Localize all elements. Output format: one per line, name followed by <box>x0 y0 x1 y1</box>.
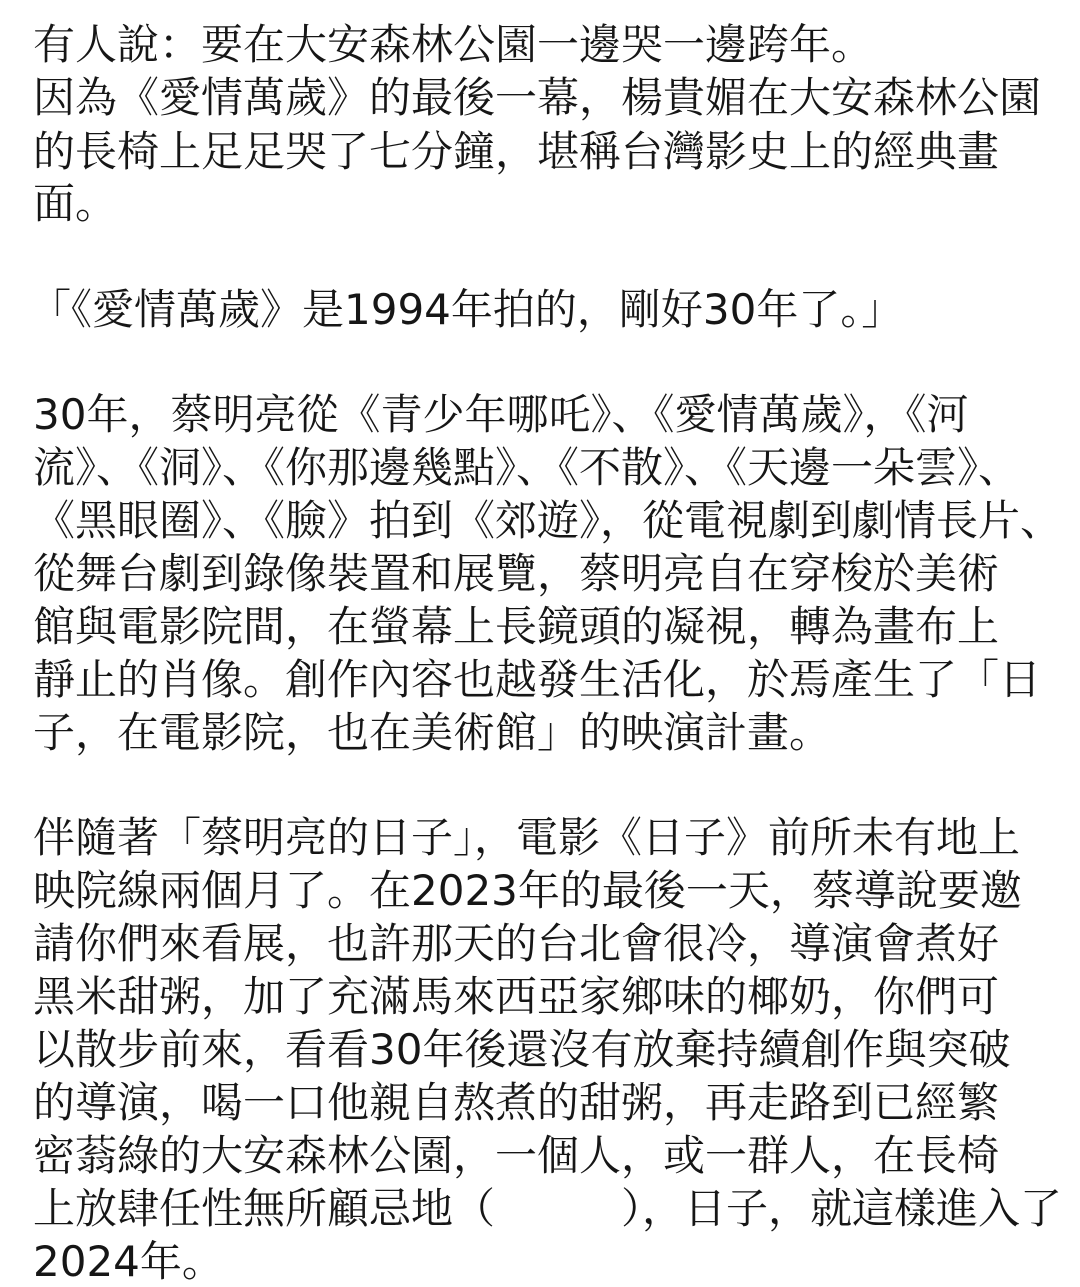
text-line: 密蓊綠的大安森林公園，一個人，或一群人，在長椅 <box>33 1131 1000 1180</box>
text-line: 從舞台劇到錄像裝置和展覽，蔡明亮自在穿梭於美術 <box>33 549 1000 598</box>
text-line: 面。 <box>33 179 118 228</box>
text-line: 映院線兩個月了。在2023年的最後一天，蔡導說要邀 <box>33 866 1022 915</box>
cut-off-header <box>150 0 282 6</box>
text-line: 《黑眼圈》、《臉》拍到《郊遊》，從電視劇到劇情長片、 <box>33 496 1063 545</box>
text-line: 子，在電影院，也在美術館」的映演計畫。 <box>33 708 832 757</box>
text-line: 30年，蔡明亮從《青少年哪吒》、《愛情萬歲》，《河 <box>33 390 969 439</box>
text-segment: ），日子，就這樣進入了 <box>621 1184 1063 1233</box>
text-line-with-blank <box>33 1182 1080 1235</box>
text-line: 館與電影院間，在螢幕上長鏡頭的凝視，轉為畫布上 <box>33 602 1000 651</box>
quote-line: 「《愛情萬歲》是1994年拍的，剛好30年了。」 <box>29 285 904 334</box>
blank-space <box>495 1182 621 1235</box>
text-line: 靜止的肖像。創作內容也越發生活化，於焉產生了「日 <box>33 655 1042 704</box>
text-line: 請你們來看展，也許那天的台北會很冷，導演會煮好 <box>33 919 1000 968</box>
text-line: 黑米甜粥，加了充滿馬來西亞家鄉味的椰奶，你們可 <box>33 972 1000 1021</box>
text-line: 的導演，喝一口他親自熬煮的甜粥，再走路到已經繁 <box>33 1078 1000 1127</box>
text-line: 的長椅上足足哭了七分鐘，堪稱台灣影史上的經典畫 <box>33 127 1000 176</box>
text-line: 以散步前來，看看30年後還沒有放棄持續創作與突破 <box>33 1025 1011 1074</box>
text-line: 流》、《洞》、《你那邊幾點》、《不散》、《天邊一朵雲》、 <box>33 443 1021 492</box>
text-line: 因為《愛情萬歲》的最後一幕，楊貴媚在大安森林公園 <box>33 73 1042 122</box>
text-line: 2024年。 <box>33 1237 224 1286</box>
text-line: 有人說：要在大安森林公園一邊哭一邊跨年。 <box>33 20 874 69</box>
text-segment: 上放肆任性無所顧忌地（ <box>33 1184 496 1233</box>
text-line: 伴隨著「蔡明亮的日子」，電影《日子》前所未有地上 <box>33 813 1021 862</box>
